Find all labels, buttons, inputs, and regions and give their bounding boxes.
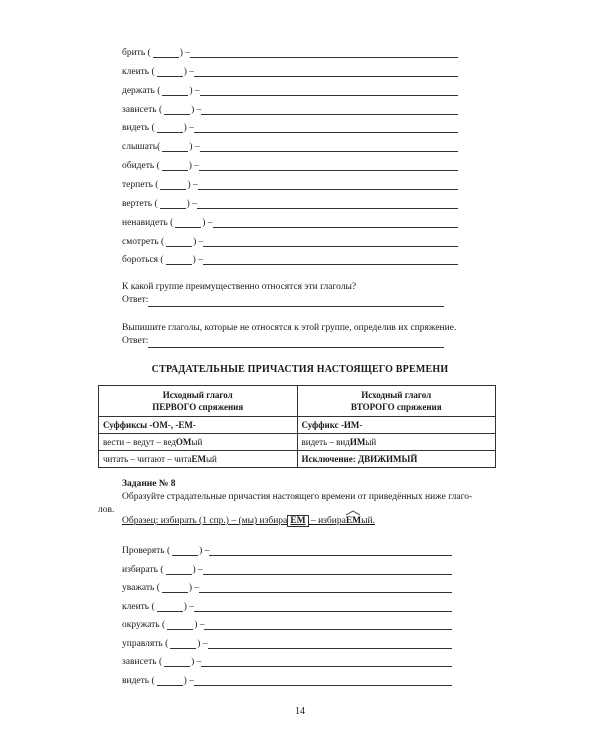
verb-label: терпеть ( xyxy=(122,179,159,190)
verb-label: управлять ( xyxy=(122,638,169,649)
cell-ending: ый xyxy=(365,437,377,447)
table-cell: Исключение: ДВИЖИМЫЙ xyxy=(297,451,496,468)
exercise-row xyxy=(122,636,452,649)
exercise-row xyxy=(122,64,458,77)
cell-suffix: ЕМ xyxy=(191,454,206,464)
table-row xyxy=(99,451,496,468)
example-hat-suffix xyxy=(346,516,361,526)
exercise-row xyxy=(122,234,458,247)
dash-label: ) – xyxy=(183,123,194,134)
exercise-row xyxy=(122,543,452,556)
table-row xyxy=(99,417,496,434)
table-cell: Суффикс -ИМ- xyxy=(297,417,496,434)
dash-label: ) – xyxy=(183,601,194,612)
verb-label: видеть ( xyxy=(122,675,155,686)
cell-suffix: ИМ xyxy=(349,437,366,447)
verb-label: клеить ( xyxy=(122,601,155,612)
header-line: ВТОРОГО спряжения xyxy=(350,402,442,412)
example-text: – избира xyxy=(308,516,346,526)
answer-line xyxy=(201,104,458,115)
verb-label: зависеть ( xyxy=(122,657,163,667)
exercise-row xyxy=(122,599,452,612)
conjugation-blank xyxy=(153,47,179,58)
exercise-row xyxy=(122,673,452,686)
cell-ending: ый xyxy=(205,454,217,464)
task8-title: Задание № 8 xyxy=(122,479,176,489)
table-cell xyxy=(99,434,298,451)
exercise-row xyxy=(122,252,458,265)
answer-line xyxy=(203,236,458,247)
conjugation-blank xyxy=(164,656,190,667)
conjugation-blank xyxy=(162,160,188,171)
table-header-cell xyxy=(99,386,298,417)
exercise-row xyxy=(122,654,452,667)
dash-label: ) – xyxy=(191,657,202,667)
answer-line xyxy=(203,564,452,575)
section-heading: СТРАДАТЕЛЬНЫЕ ПРИЧАСТИЯ НАСТОЯЩЕГО ВРЕМЕНИ xyxy=(151,364,449,375)
dash-label: ) – xyxy=(199,546,210,556)
exercise-row xyxy=(122,580,452,593)
conjugation-blank xyxy=(170,638,196,649)
question-block xyxy=(122,281,444,307)
verb-label: держать ( xyxy=(122,85,161,96)
task8-block xyxy=(122,478,472,504)
verb-label: смотреть ( xyxy=(122,236,165,247)
answer-line xyxy=(209,545,452,556)
table-row xyxy=(99,434,496,451)
conjugation-blank xyxy=(166,564,192,575)
answer-line xyxy=(208,638,452,649)
conjugation-blank xyxy=(166,236,192,247)
conjugation-blank xyxy=(162,85,188,96)
table-cell: Суффиксы -ОМ-, -ЕМ- xyxy=(99,417,298,434)
exercise-row xyxy=(122,102,458,115)
cell-text: вести – ведут – вед xyxy=(103,437,176,447)
conjugation-blank xyxy=(157,601,183,612)
hat-mark-icon xyxy=(345,510,361,516)
verb-label: слышать( xyxy=(122,142,161,153)
dash-label: ) – xyxy=(193,236,204,247)
exercise-row xyxy=(122,215,458,228)
conjugation-blank xyxy=(162,582,188,593)
exercise-row xyxy=(122,562,452,575)
conjugation-blank xyxy=(157,675,183,686)
verb-label: клеить ( xyxy=(122,66,155,77)
table-header-cell xyxy=(297,386,496,417)
dash-label: ) – xyxy=(187,179,198,190)
dash-label: ) – xyxy=(197,638,208,649)
answer-line xyxy=(204,619,452,630)
dash-label: ) – xyxy=(179,48,190,58)
exercise-row xyxy=(122,120,458,133)
answer-line xyxy=(201,656,452,667)
answer-line xyxy=(194,601,452,612)
example-hat-text: ЕМ xyxy=(345,516,362,526)
exercise-row xyxy=(122,177,458,190)
exercise-row xyxy=(122,158,458,171)
answer-label: Ответ: xyxy=(122,336,149,346)
conjugation-blank xyxy=(175,217,201,228)
verb-label: окружать ( xyxy=(122,620,166,630)
table-cell xyxy=(297,434,496,451)
dash-label: ) – xyxy=(188,583,200,593)
answer-line xyxy=(200,85,458,96)
header-line: ПЕРВОГО спряжения xyxy=(152,402,244,412)
answer-line xyxy=(194,66,458,77)
conjugation-blank xyxy=(157,66,183,77)
exercise-row xyxy=(122,45,458,58)
table-cell xyxy=(99,451,298,468)
example-text: Образец: избирать (1 спр.) – (мы) избира xyxy=(122,516,288,526)
header-line: Исходный глагол xyxy=(162,390,233,400)
conjugation-blank xyxy=(162,141,188,152)
answer-line xyxy=(213,217,458,228)
conjugation-blank xyxy=(167,619,193,630)
verb-label: избирать ( xyxy=(122,564,164,575)
dash-label: ) – xyxy=(186,198,197,209)
verb-label: брить ( xyxy=(122,48,151,58)
answer-line xyxy=(200,141,458,152)
answer-line xyxy=(190,47,458,58)
cell-text: читать – читают – чита xyxy=(103,454,192,464)
verb-label: обидеть ( xyxy=(122,161,160,172)
verb-label: ненавидеть ( xyxy=(122,217,174,228)
dash-label: ) – xyxy=(183,66,194,77)
verb-label: зависеть ( xyxy=(122,104,163,115)
dash-label: ) – xyxy=(189,85,200,96)
dash-label: ) – xyxy=(183,675,194,686)
example-text: ый. xyxy=(361,516,375,526)
answer-line xyxy=(198,179,458,190)
dash-label: ) – xyxy=(191,104,202,115)
cell-suffix: ОМ xyxy=(175,437,192,447)
task-write-block xyxy=(122,322,456,348)
answer-line xyxy=(194,675,452,686)
task8-example xyxy=(122,515,375,528)
conjugation-blank xyxy=(160,198,186,209)
exercise-row xyxy=(122,83,458,96)
page-number: 14 xyxy=(295,706,305,717)
example-boxed-suffix: ЕМ xyxy=(287,515,308,527)
answer-line xyxy=(148,337,444,348)
cell-ending: ый xyxy=(191,437,203,447)
verb-label: бороться ( xyxy=(122,255,164,266)
participles-table xyxy=(98,385,496,468)
exercise-row xyxy=(122,139,458,152)
task8-instruction-cont: лов. xyxy=(98,505,115,515)
answer-label: Ответ: xyxy=(122,295,149,305)
verb-label: видеть ( xyxy=(122,123,155,134)
answer-line xyxy=(148,296,444,307)
verb-label: Проверять ( xyxy=(122,546,171,556)
exercise-row xyxy=(122,617,452,630)
exercise-row xyxy=(122,196,458,209)
question-text: К какой группе преимущественно относятся эти глаголы? xyxy=(122,282,357,292)
answer-line xyxy=(194,122,458,133)
conjugation-blank xyxy=(160,179,186,190)
dash-label: ) – xyxy=(189,142,200,153)
dash-label: ) – xyxy=(192,255,203,266)
answer-line xyxy=(199,160,458,171)
cell-text: видеть – вид xyxy=(301,437,350,447)
conjugation-blank xyxy=(166,254,192,265)
conjugation-blank xyxy=(157,122,183,133)
answer-line xyxy=(199,582,452,593)
task8-instruction: Образуйте страдательные причастия настоящего времени от приведённых ниже глаго- xyxy=(122,492,473,502)
answer-line xyxy=(197,198,458,209)
verb-label: уважать ( xyxy=(122,583,160,593)
header-line: Исходный глагол xyxy=(361,390,432,400)
conjugation-blank xyxy=(164,104,190,115)
table-header-row xyxy=(99,386,496,417)
dash-label: ) – xyxy=(188,161,200,172)
dash-label: ) – xyxy=(202,217,213,228)
dash-label: ) – xyxy=(192,564,203,575)
conjugation-blank xyxy=(172,545,198,556)
task-write-text: Выпишите глаголы, которые не относятся к этой группе, определив их спряжение. xyxy=(122,323,457,333)
verb-label: вертеть ( xyxy=(122,198,158,209)
answer-line xyxy=(203,254,458,265)
dash-label: ) – xyxy=(194,620,205,630)
